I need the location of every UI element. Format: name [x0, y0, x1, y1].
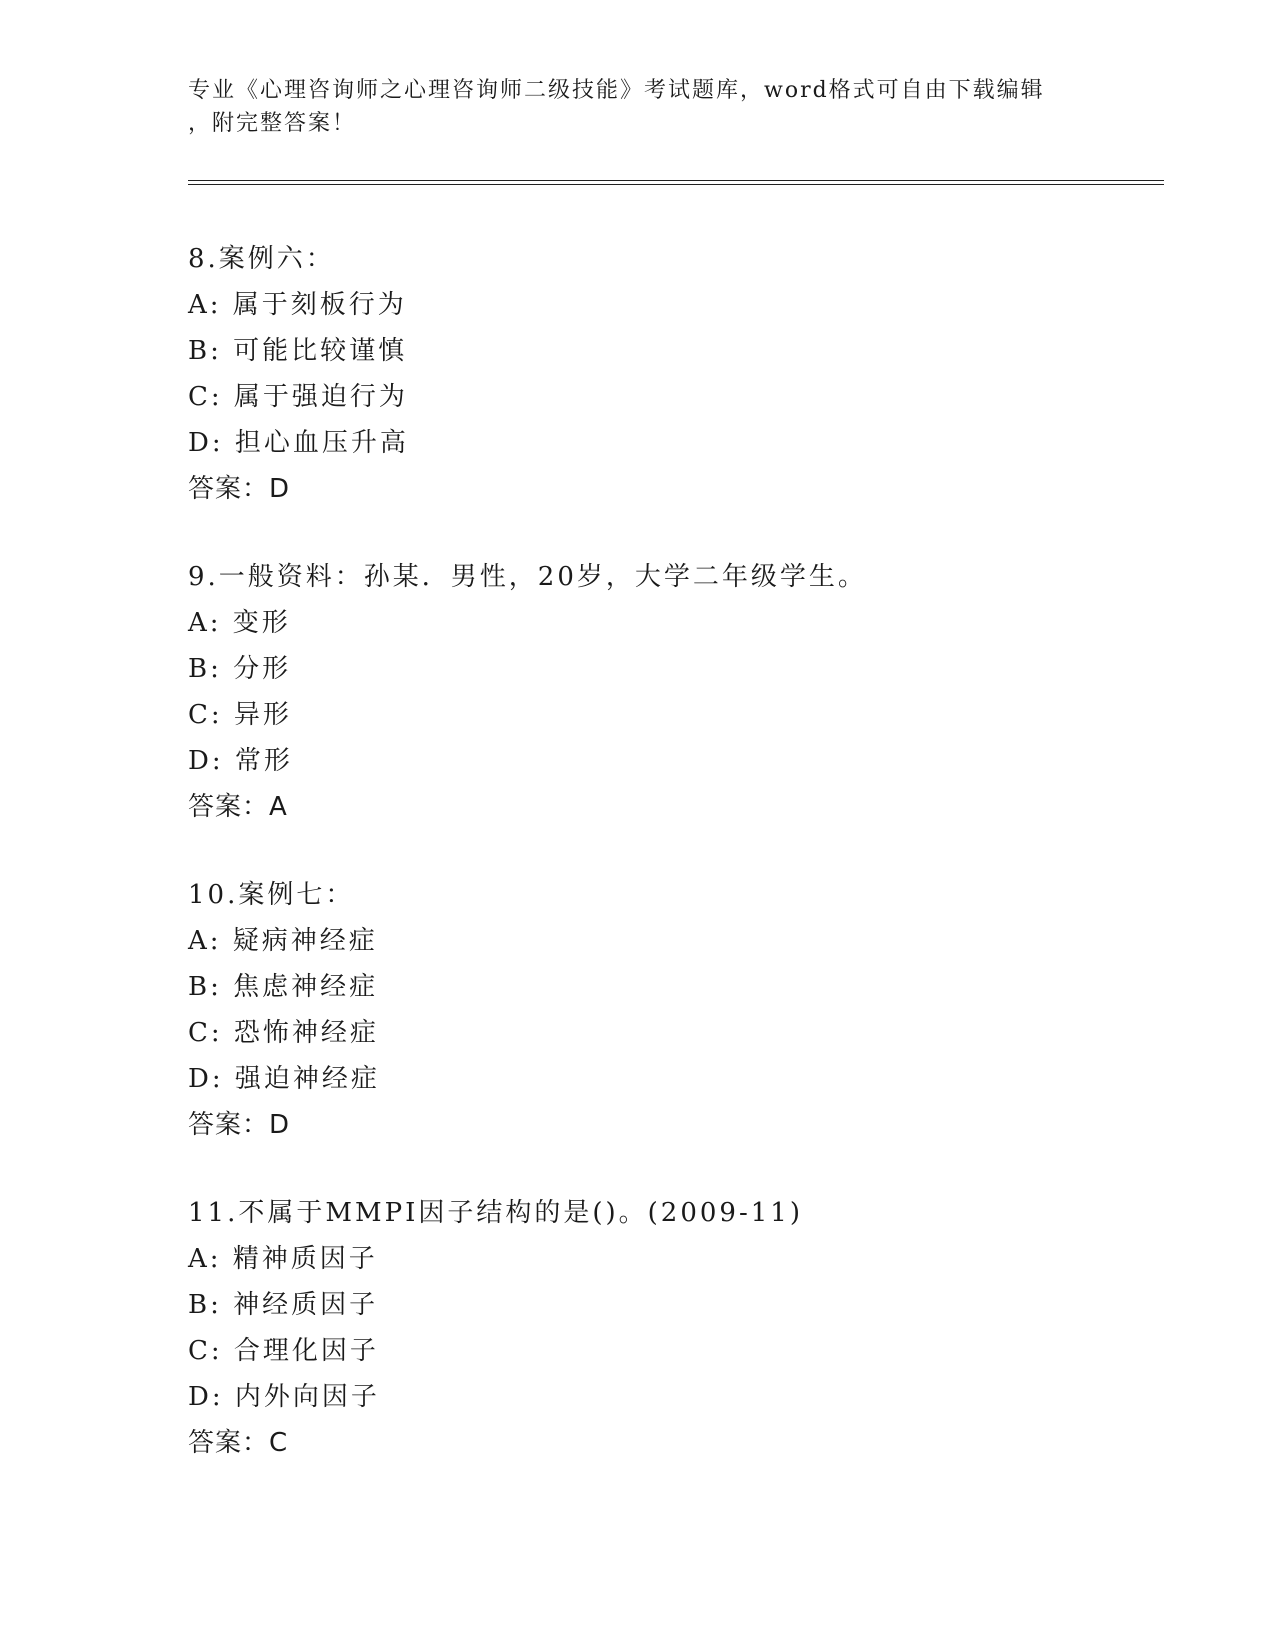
question-title: 8.案例六：: [188, 244, 335, 274]
option-b: B: 焦虑神经症: [188, 972, 379, 1002]
document-header: [188, 74, 1088, 140]
question-title: 11.不属于MMPI因子结构的是()。(2009-11): [188, 1198, 803, 1228]
question-item: [188, 236, 1148, 512]
question-title: 10.案例七：: [188, 880, 355, 910]
option-c: C: 异形: [188, 700, 292, 730]
option-b: B: 分形: [188, 654, 292, 684]
option-c: C: 合理化因子: [188, 1336, 379, 1366]
header-divider-top: [188, 180, 1164, 181]
question-title: 9.一般资料：孙某．男性，20岁，大学二年级学生。: [188, 562, 867, 592]
header-divider-bottom: [188, 184, 1164, 185]
answer: 答案：D: [188, 1110, 291, 1140]
question-item: [188, 1190, 1148, 1466]
answer: 答案：C: [188, 1428, 289, 1458]
question-list: [188, 236, 1148, 1508]
option-b: B: 神经质因子: [188, 1290, 379, 1320]
option-d: D: 强迫神经症: [188, 1064, 380, 1094]
option-c: C: 恐怖神经症: [188, 1018, 379, 1048]
header-line-2: ，附完整答案！: [188, 111, 357, 136]
option-a: A: 变形: [188, 608, 291, 638]
answer: 答案：A: [188, 792, 288, 822]
option-a: A: 属于刻板行为: [188, 290, 407, 320]
option-b: B: 可能比较谨慎: [188, 336, 408, 366]
option-a: A: 疑病神经症: [188, 926, 378, 956]
option-d: D: 担心血压升高: [188, 428, 409, 458]
question-item: [188, 872, 1148, 1148]
option-a: A: 精神质因子: [188, 1244, 378, 1274]
answer: 答案：D: [188, 474, 291, 504]
option-d: D: 常形: [188, 746, 293, 776]
question-item: [188, 554, 1148, 830]
header-line-1: 专业《心理咨询师之心理咨询师二级技能》考试题库，word格式可自由下载编辑: [188, 78, 1045, 103]
option-c: C: 属于强迫行为: [188, 382, 408, 412]
option-d: D: 内外向因子: [188, 1382, 380, 1412]
